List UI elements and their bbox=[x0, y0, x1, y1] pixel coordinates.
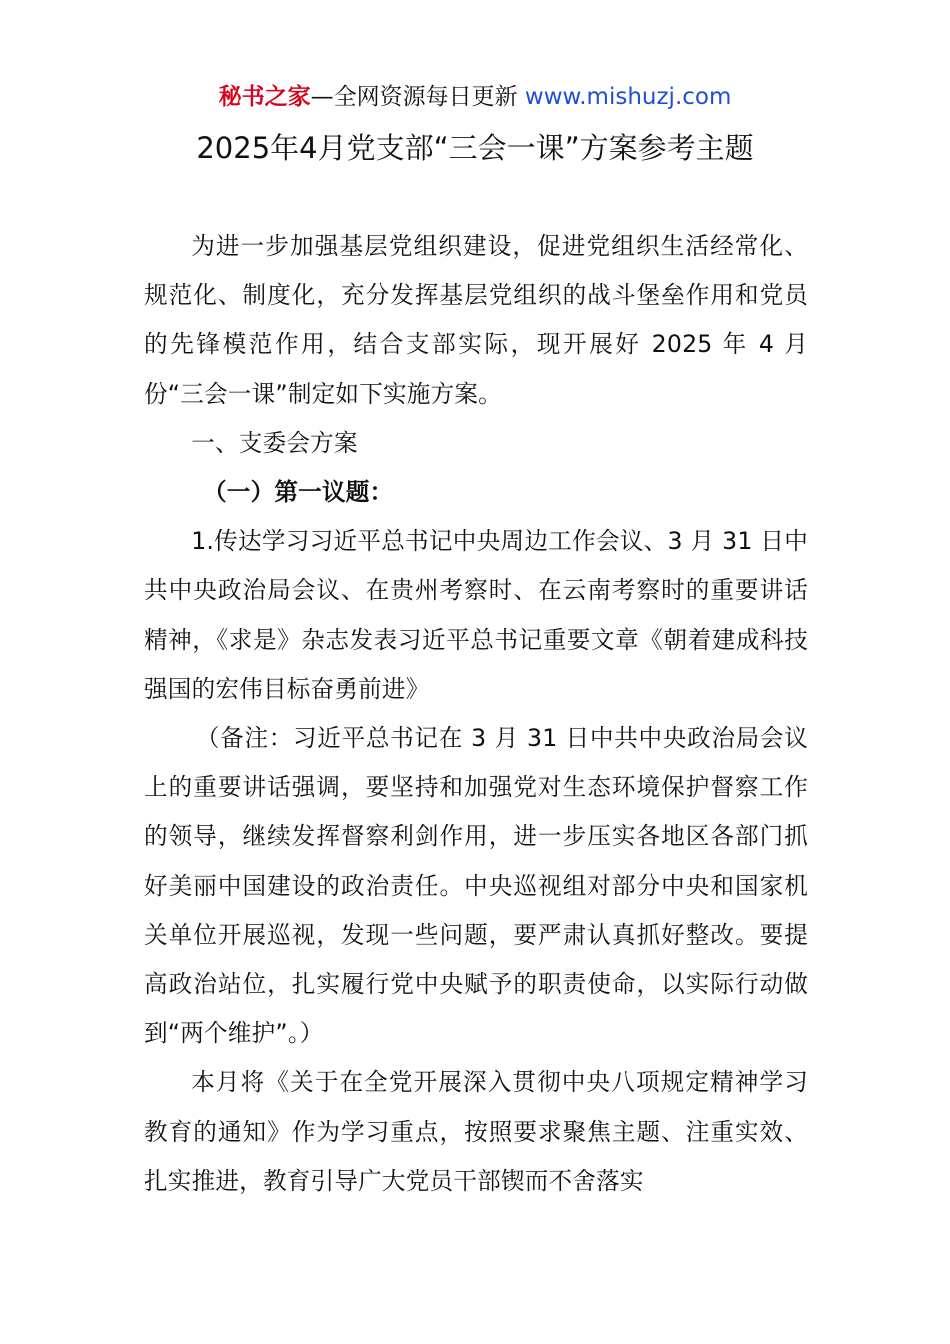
brand-name: 秘书之家 bbox=[218, 84, 311, 110]
site-url-link[interactable]: www.mishuzj.com bbox=[524, 84, 732, 110]
note-paragraph: （备注：习近平总书记在 3 月 31 日中共中央政治局会议上的重要讲话强调，要坚持和加强党对生态环境保护督察工作的领导，继续发挥督察利剑作用，进一步压实各地区各部门抓好美丽中国建设的政治责任。中央巡视组对部分中央和国家机关单位开展巡视，发现一些问题，要严肃认真抓好整改。要提高政治站位，扎实履行党中央赋予的职责使命，以实际行动做到“两个维护”。） bbox=[144, 724, 808, 1048]
site-header bbox=[0, 80, 950, 114]
item-paragraph: 1.传达学习习近平总书记中央周边工作会议、3 月 31 日中共中央政治局会议、在贵州考察时、在云南考察时的重要讲话精神，《求是》杂志发表习近平总书记重要文章《朝着建成科技强国的宏伟目标奋勇前进》 bbox=[144, 527, 808, 703]
study-focus-paragraph: 本月将《关于在全党开展深入贯彻中央八项规定精神学习教育的通知》作为学习重点，按照要求聚焦主题、注重实效、扎实推进，教育引导广大党员干部锲而不舍落实 bbox=[144, 1068, 808, 1195]
document-body bbox=[144, 222, 808, 1206]
subsection-heading: （一）第一议题： bbox=[203, 478, 394, 507]
section-heading: 一、支委会方案 bbox=[191, 428, 358, 457]
document-title: 2025年4月党支部“三会一课”方案参考主题 bbox=[196, 131, 754, 165]
header-tagline: —全网资源每日更新 bbox=[310, 84, 525, 110]
intro-paragraph: 为进一步加强基层党组织建设，促进党组织生活经常化、规范化、制度化，充分发挥基层党组织的战斗堡垒作用和党员的先锋模范作用，结合支部实际，现开展好 2025 年 4 月份“三会一课”制定如下实施方案。 bbox=[144, 232, 808, 408]
